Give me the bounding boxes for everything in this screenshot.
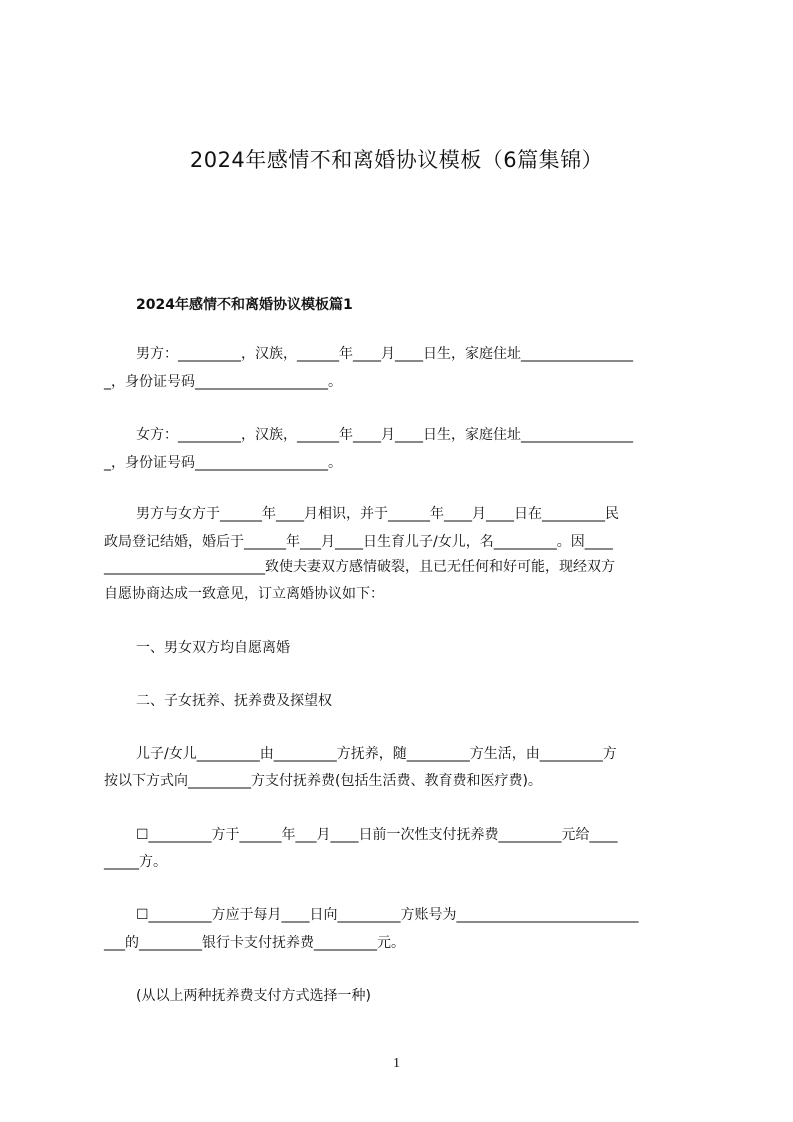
- custody-para-line-1: 儿子/女儿_________由_________方抚养，随_________方生活，由_________方: [136, 746, 617, 762]
- marriage-para-line-1: 男方与女方于______年____月相识，并于______年____月____日在_________民: [136, 506, 619, 522]
- marriage-para-line-3: _______________________致使夫妻双方感情破裂，且已无任何和好可能，现经双方: [104, 559, 615, 575]
- clause-2-heading: 二、子女抚养、抚养费及探望权: [136, 693, 332, 709]
- payment-choice-note: (从以上两种抚养费支付方式选择一种): [136, 988, 371, 1004]
- male-party-line-1: 男方：_________，汉族，______年____月____日生，家庭住址________________: [136, 346, 633, 362]
- clause-1-heading: 一、男女双方均自愿离婚: [136, 640, 290, 656]
- custody-para-line-2: 按以下方式向_________方支付抚养费(包括生活费、教育费和医疗费)。: [104, 773, 542, 789]
- female-party-line-1: 女方：_________，汉族，______年____月____日生，家庭住址________________: [136, 427, 633, 443]
- male-party-line-2: _，身份证号码___________________。: [104, 374, 342, 390]
- monthly-option-line-2: ___的_________银行卡支付抚养费_________元。: [104, 935, 405, 951]
- lump-sum-option-line-1: ☐_________方于______年___月____日前一次性支付抚养费_________元给____: [136, 827, 618, 843]
- lump-sum-option-line-2: _____方。: [104, 854, 167, 870]
- female-party-line-2: _，身份证号码___________________。: [104, 455, 342, 471]
- section-title: 2024年感情不和离婚协议模板篇1: [136, 297, 353, 313]
- marriage-para-line-2: 政局登记结婚，婚后于______年___月____日生育儿子/女儿，名_________。因____: [104, 534, 613, 550]
- marriage-para-line-4: 自愿协商达成一致意见，订立离婚协议如下：: [104, 586, 384, 602]
- page-number: 1: [393, 1056, 400, 1071]
- document-title: 2024年感情不和离婚协议模板（6篇集锦）: [189, 148, 604, 172]
- monthly-option-line-1: ☐_________方应于每月____日向_________方账号为__________________________: [136, 907, 639, 923]
